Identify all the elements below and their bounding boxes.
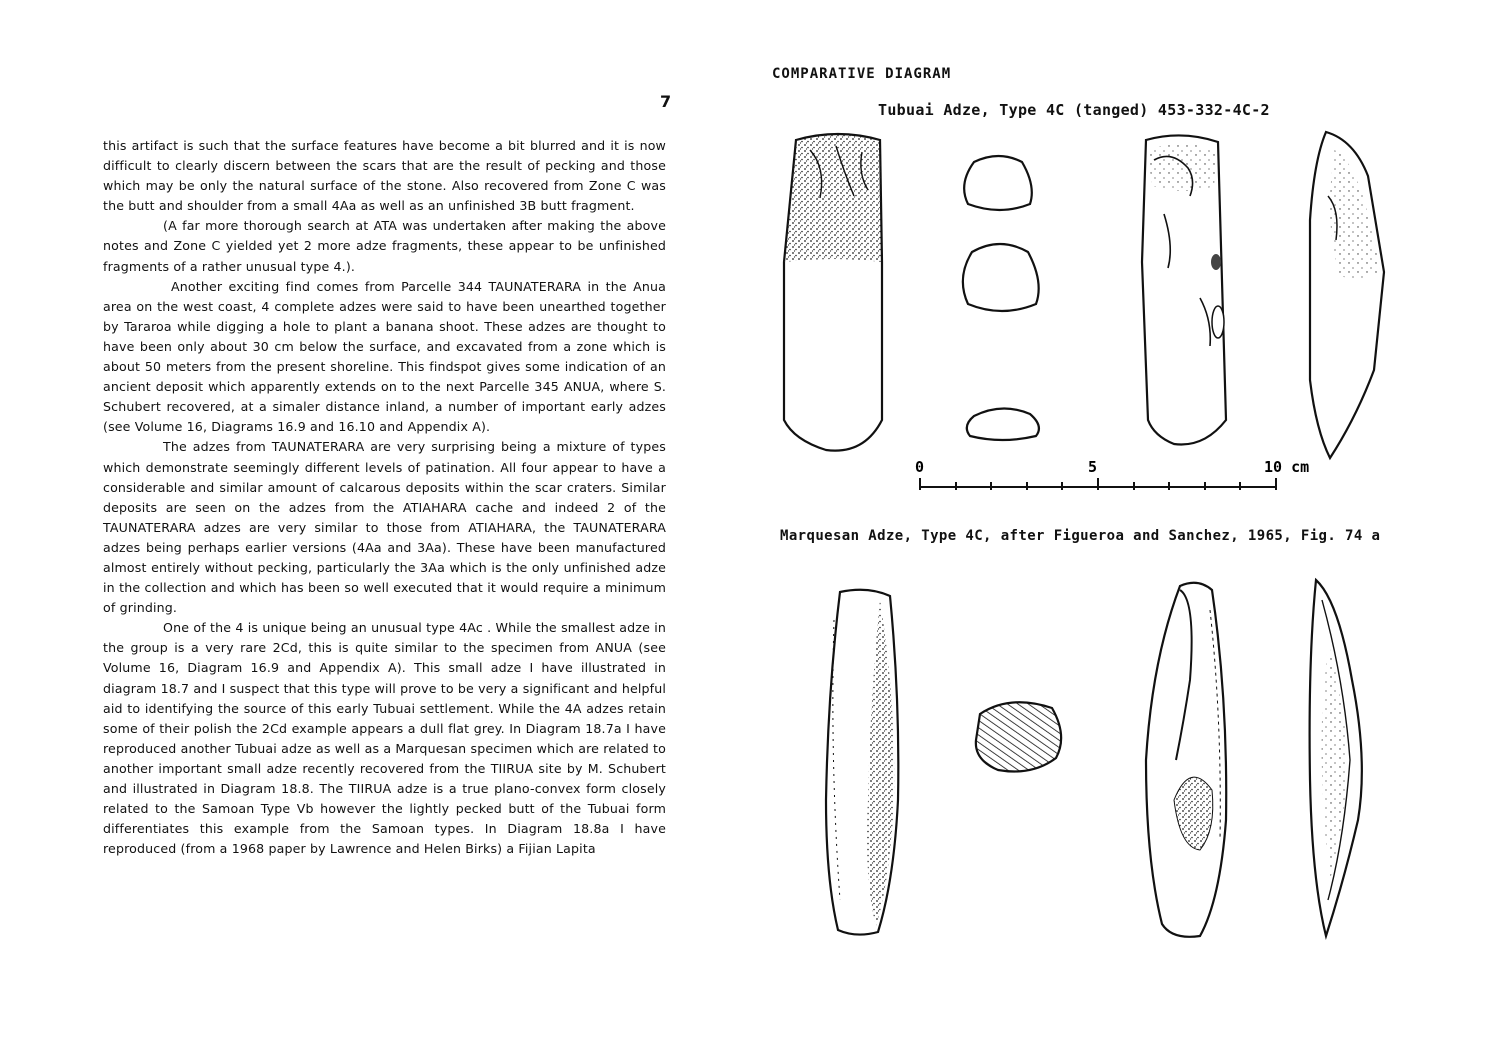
tubuai-adze-side-view bbox=[1310, 132, 1384, 458]
tubuai-adze-caption: Tubuai Adze, Type 4C (tanged) 453-332-4C-2 bbox=[878, 101, 1270, 119]
tubuai-adze-front-view bbox=[784, 134, 882, 451]
tubuai-adze-cross-sections bbox=[963, 156, 1039, 440]
paragraph-2: (A far more thorough search at ATA was undertaken after making the above notes and Zone C yielded yet 2 more adze fragments, these appear to be unfinished fragments of a rather unusual type 4.). bbox=[103, 218, 666, 274]
page-number: 7 bbox=[660, 92, 672, 111]
body-text bbox=[103, 136, 666, 859]
paragraph-5: One of the 4 is unique being an unusual type 4Ac . While the smallest adze in the group is a very rare 2Cd, this is quite similar to the specimen from ANUA (see Volume 16, Diagram 16.9 and Appendix A). This small adze I have illustrated in diagram 18.7 and I suspect that this type will prove to be very a significant and helpful aid to identifying the source of this early Tubuai settlement. While the 4A adzes retain some of their polish the 2Cd example appears a dull flat grey. In Diagram 18.7a I have reproduced another Tubuai adze as well as a Marquesan specimen which are related to another important small adze recently recovered from the TIIRUA site by M. Schubert and illustrated in Diagram 18.8. The TIIRUA adze is a true plano-convex form closely related to the Samoan Type Vb however the lightly pecked butt of the Tubuai form differentiates this example from the Samoan types. In Diagram 18.8a I have reproduced (from a 1968 paper by Lawrence and Helen Birks) a Fijian Lapita bbox=[103, 620, 667, 857]
marquesan-adze-caption: Marquesan Adze, Type 4C, after Figueroa and Sanchez, 1965, Fig. 74 a bbox=[780, 528, 1381, 544]
marquesan-adze-back-view bbox=[1146, 583, 1226, 937]
paragraph-4: The adzes from TAUNATERARA are very surprising being a mixture of types which demonstrate seemingly different levels of patination. All four appear to have a considerable and similar amount of calcarous deposits within the scar craters. Similar deposits are seen on the adzes from the ATIAHARA cache and indeed 2 of the TAUNATERARA adzes are very similar to those from ATIAHARA, the TAUNATERARA adzes being perhaps earlier versions (4Aa and 3Aa). These have been manufactured almost entirely without pecking, particularly the 3Aa which is the only unfinished adze in the collection and which has been so well executed that it would require a minimum of grinding. bbox=[103, 439, 666, 616]
scale-bar bbox=[915, 458, 1309, 490]
marquesan-adze-side-view bbox=[1310, 580, 1362, 936]
adze-illustrations bbox=[744, 0, 1488, 1052]
marquesan-adze-cross-section bbox=[976, 702, 1061, 771]
tubuai-adze-back-view bbox=[1142, 135, 1226, 444]
scale-label-5: 5 bbox=[1088, 458, 1098, 476]
right-page bbox=[744, 0, 1488, 1052]
marquesan-adze-front-view bbox=[826, 590, 898, 935]
scale-label-0: 0 bbox=[915, 458, 925, 476]
diagram-title: COMPARATIVE DIAGRAM bbox=[772, 66, 952, 82]
scale-label-10cm: 10 cm bbox=[1264, 458, 1310, 476]
paragraph-1: this artifact is such that the surface features have become a bit blurred and it is now difficult to clearly discern between the scars that are the result of pecking and those which may be only the natural surface of the stone. Also recovered from Zone C was the butt and shoulder from a small 4Aa as well as an unfinished 3B butt fragment. bbox=[103, 138, 666, 214]
paragraph-3: Another exciting find comes from Parcelle 344 TAUNATERARA in the Anua area on the west coast, 4 complete adzes were said to have been unearthed together by Tararoa while digging a hole to plant a banana shoot. These adzes are thought to have been only about 30 cm below the surface, and excavated from a zone which is about 50 meters from the present shoreline. This findspot gives some indication of an ancient deposit which apparently extends on to the next Parcelle 345 ANUA, where S. Schubert recovered, at a simaler distance inland, a number of important early adzes (see Volume 16, Diagrams 16.9 and 16.10 and Appendix A). bbox=[103, 278, 666, 435]
